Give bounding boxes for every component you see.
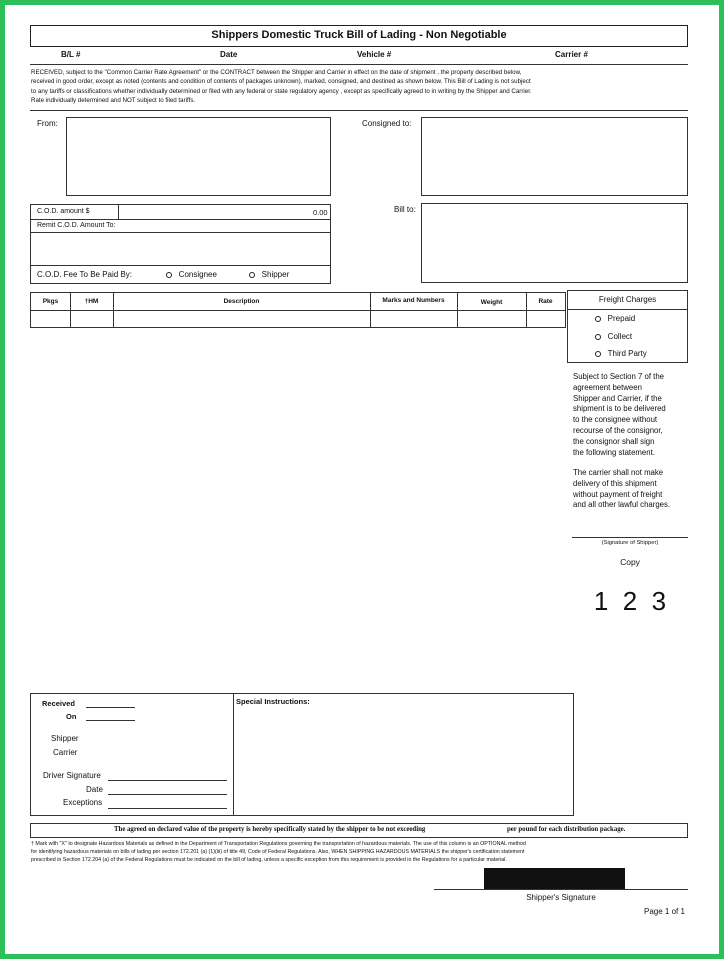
bl-number-label: B/L # <box>61 50 81 59</box>
bill-to-label: Bill to: <box>394 205 416 214</box>
bill-to-field[interactable] <box>421 203 688 283</box>
copy-label: Copy <box>620 557 640 567</box>
radio-icon[interactable] <box>595 316 601 322</box>
carrier-label: Carrier <box>53 748 78 757</box>
col-pkgs: Pkgs <box>42 298 59 305</box>
date-field-label: Date <box>86 785 103 794</box>
document-title: Shippers Domestic Truck Bill of Lading - Non Negotiable <box>211 29 507 41</box>
received-terms: RECEIVED, subject to the "Common Carrier Rate Agreement" or the CONTRACT between the Shipper and Carrier in effect on the date of shipment , the property described below, received in good order, except as noted (contents and condition of contents of packages unknown), marked, consigned, and destined as shown below. This Bill of Lading is not subject to any tariffs or classifications whether individually determined or filed with any federal or state regulatory agency , except as specifically agreed to in writing by the Shipper and Carrier. Rate individually determined and NOT subject to filed tariffs. <box>31 69 532 105</box>
exceptions-field[interactable] <box>108 808 227 809</box>
declared-value-per-pound: per pound for each distribution package. <box>507 826 626 833</box>
radio-icon[interactable] <box>166 272 172 278</box>
received-field[interactable] <box>86 707 135 708</box>
cod-amount-label: C.O.D. amount $ <box>37 208 90 215</box>
from-label: From: <box>37 119 58 128</box>
signature-of-shipper-label: (Signature of Shipper) <box>601 540 659 546</box>
shipment-table <box>30 292 566 328</box>
radio-icon[interactable] <box>249 272 255 278</box>
terms-divider <box>30 110 688 111</box>
radio-icon[interactable] <box>595 334 601 340</box>
carrier-number-label: Carrier # <box>555 50 588 59</box>
hazmat-note: † Mark with "X" to designate Hazardous Materials as defined in the Department of Transportation Regulations governing the transportation of hazardous materials. The use of this column is an OPTIONAL method for identifying hazardous materials on bills of lading per section 172.201 (a) (1)(iii) of title 49, Code of Federal Regulations. Also, WHEN SHIPPING HAZARDOUS MATERIALS the shipper's certification statement prescribed in Section 172.204 (a) of the Federal Regulations must be indicated on the bill of lading, unless a specific exception from this requirement is provided in the Regulations for a particular material. <box>31 841 526 863</box>
col-description: Description <box>223 298 260 305</box>
from-field[interactable] <box>66 117 331 196</box>
shipper-signature-line[interactable] <box>572 537 688 538</box>
freight-prepaid-option[interactable]: Prepaid <box>595 314 635 323</box>
on-label: On <box>66 712 77 721</box>
col-marks-numbers: Marks and Numbers <box>382 297 445 304</box>
col-rate: Rate <box>538 298 553 305</box>
vehicle-number-label: Vehicle # <box>357 50 392 59</box>
copy-numbers: 1 2 3 <box>593 586 667 616</box>
cod-amount-value[interactable]: 0.00 <box>313 208 328 217</box>
exceptions-label: Exceptions <box>63 798 103 807</box>
declared-value-text: The agreed on declared value of the property is hereby specifically stated by the shipper to be not exceeding <box>114 826 426 833</box>
shipper-label: Shipper <box>51 734 79 743</box>
bill-of-lading-page <box>5 5 719 954</box>
redacted-signature <box>484 868 625 890</box>
received-label: Received <box>42 699 75 708</box>
special-instructions-label: Special Instructions: <box>236 697 310 706</box>
section7-statement: Subject to Section 7 of the agreement between Shipper and Carrier, if the shipment is to be delivered to the consignee without recourse of the consignor, the consignor shall sign the following statement. <box>573 372 666 457</box>
consigned-to-field[interactable] <box>421 117 688 196</box>
received-box <box>30 693 574 816</box>
carrier-statement: The carrier shall not make delivery of this shipment without payment of freight and all other lawful charges. <box>573 468 671 510</box>
declared-value-box <box>30 823 688 838</box>
cod-box <box>30 204 331 284</box>
shippers-signature-label: Shipper's Signature <box>526 893 596 902</box>
on-field[interactable] <box>86 720 135 721</box>
cod-fee-consignee-option[interactable]: Consignee <box>166 270 217 279</box>
consigned-to-label: Consigned to: <box>362 119 412 128</box>
date-field[interactable] <box>108 794 227 795</box>
cod-fee-label: C.O.D. Fee To Be Paid By: <box>37 270 133 279</box>
driver-signature-field[interactable] <box>108 780 227 781</box>
cod-fee-shipper-option[interactable]: Shipper <box>249 270 289 279</box>
remit-cod-label: Remit C.O.D. Amount To: <box>37 222 116 229</box>
date-label: Date <box>220 50 238 59</box>
col-hm: †HM <box>84 298 99 305</box>
header-divider <box>30 64 688 65</box>
driver-signature-label: Driver Signature <box>43 771 101 780</box>
freight-charges-box <box>567 290 688 363</box>
freight-charges-title: Freight Charges <box>598 295 657 304</box>
radio-icon[interactable] <box>595 351 601 357</box>
page-number: Page 1 of 1 <box>644 907 685 916</box>
freight-third-party-option[interactable]: Third Party <box>595 349 647 358</box>
shippers-signature-line[interactable] <box>434 889 688 890</box>
freight-collect-option[interactable]: Collect <box>595 332 632 341</box>
title-box <box>30 25 688 47</box>
col-weight: Weight <box>480 299 503 306</box>
